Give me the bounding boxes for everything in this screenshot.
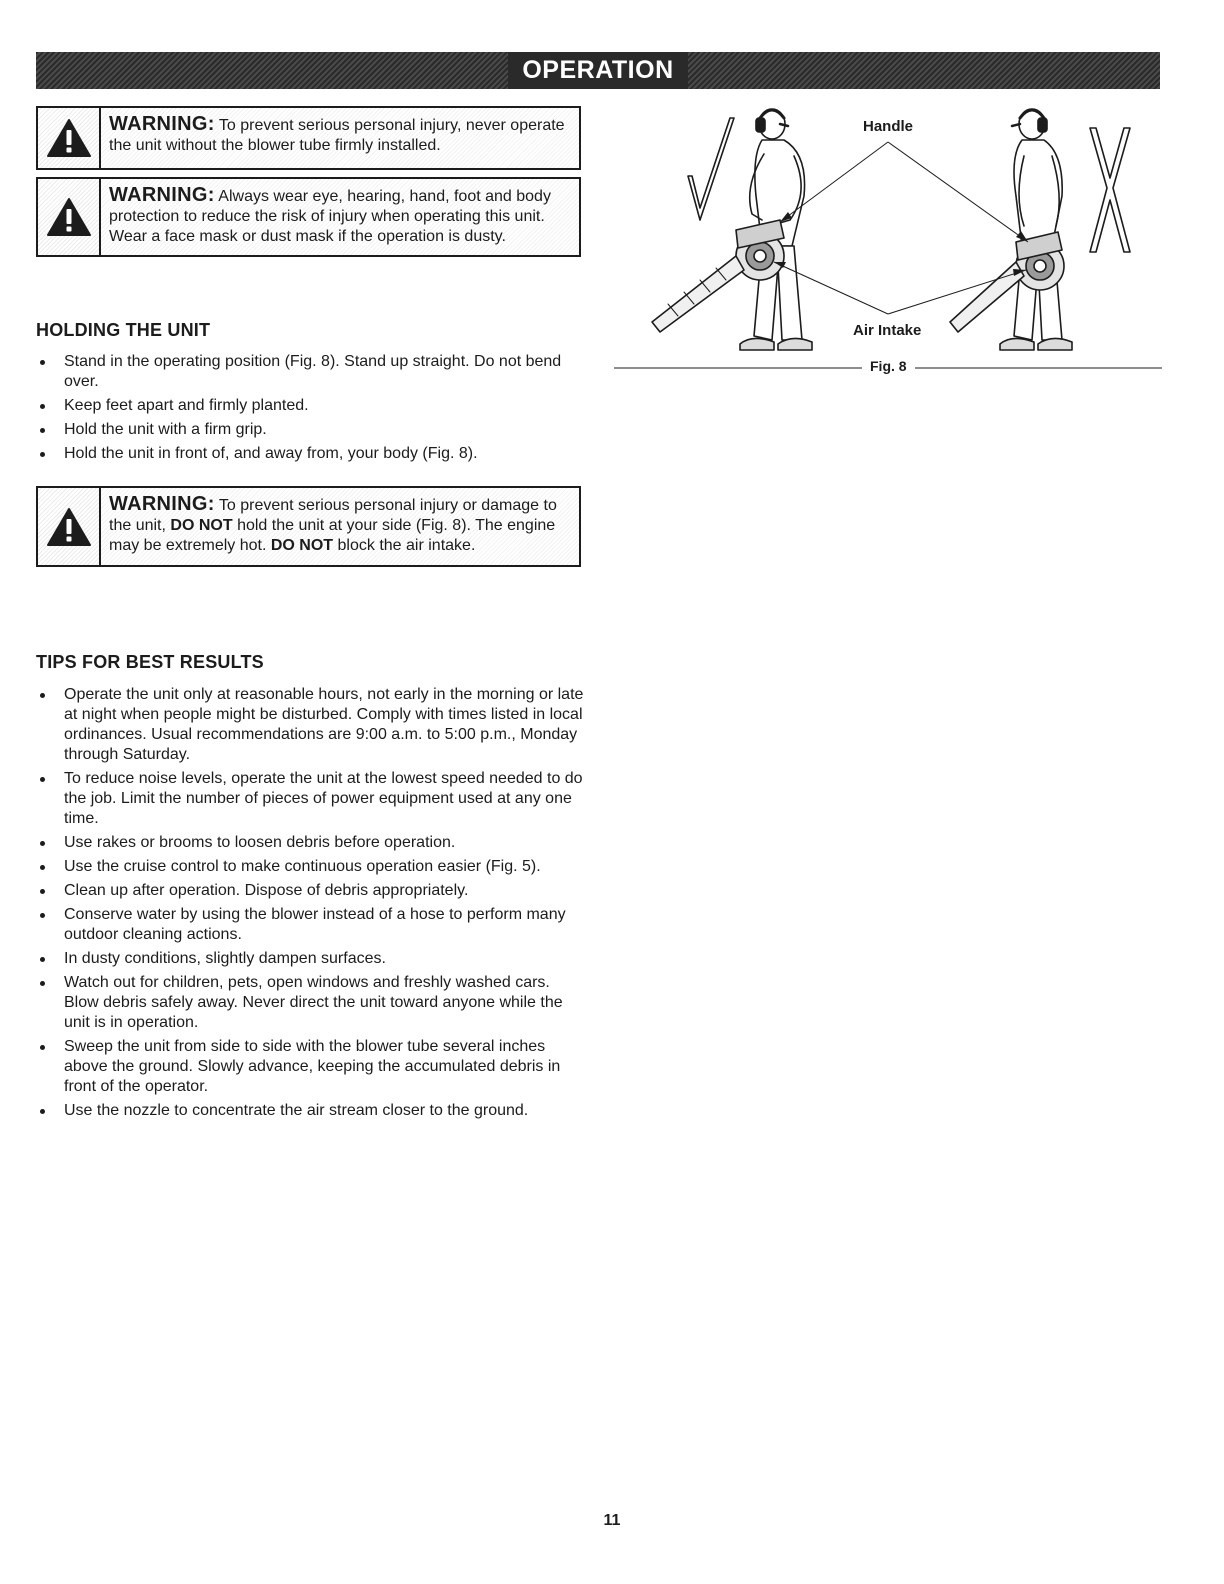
page-number: 11: [603, 1512, 621, 1529]
holding-list: [36, 352, 584, 468]
operating-position-illustration: [612, 96, 1164, 386]
operator-correct-figure: [652, 109, 812, 350]
warning-label: WARNING:: [109, 184, 215, 206]
warning-message: Always wear eye, hearing, hand, foot and body protection to reduce the risk of injury when operating this unit. Wear a face mask or dust mask if the operation is dusty.: [109, 188, 551, 245]
warning-box-blower-tube: [36, 106, 581, 170]
emphasis-do-not: DO NOT: [270, 537, 334, 554]
list-item: Operate the unit only at reasonable hours, not early in the morning or late at night when people might be disturbed. Comply with times listed in local ordinances. Usual recommendations are 9:00 a.m. to 5:00 p.m., Monday through Saturday.: [36, 685, 584, 765]
figure-caption: Fig. 8: [862, 358, 915, 374]
heading-tips-for-best-results: TIPS FOR BEST RESULTS: [36, 652, 264, 672]
warning-box-hold-position: [36, 486, 581, 567]
warning-box-protection: [36, 177, 581, 257]
warning-message-part: block the air intake.: [337, 537, 476, 554]
warning-message-part: hold the unit at your side (Fig. 8). The engine may be extremely hot.: [109, 517, 556, 554]
list-item: Sweep the unit from side to side with the blower tube several inches above the ground. Slowly advance, keeping the accumulated debris in front of the operator.: [36, 1037, 584, 1097]
list-item: Stand in the operating position (Fig. 8). Stand up straight. Do not bend over.: [36, 352, 584, 392]
checkmark-icon: [688, 118, 734, 220]
warning-message-part: To prevent serious personal injury or damage to the unit,: [109, 497, 557, 534]
figure-8: [612, 96, 1164, 386]
warning-triangle-icon: [46, 118, 92, 158]
list-item: Hold the unit with a firm grip.: [36, 420, 584, 440]
list-item: Keep feet apart and firmly planted.: [36, 396, 584, 416]
label-handle: Handle: [860, 118, 916, 135]
list-item: Watch out for children, pets, open windows and freshly washed cars. Blow debris safely away. Never direct the unit toward anyone while the unit is in operation.: [36, 973, 584, 1033]
warning-triangle-icon: [46, 507, 92, 547]
section-title: OPERATION: [508, 52, 687, 89]
tips-list: [36, 685, 584, 1125]
section-banner: [36, 52, 1160, 89]
list-item: Use the cruise control to make continuous operation easier (Fig. 5).: [36, 857, 584, 877]
list-item: Conserve water by using the blower instead of a hose to perform many outdoor cleaning actions.: [36, 905, 584, 945]
emphasis-do-not: DO NOT: [170, 517, 233, 534]
label-air-intake: Air Intake: [850, 322, 924, 339]
warning-label: WARNING:: [109, 493, 215, 515]
list-item: To reduce noise levels, operate the unit at the lowest speed needed to do the job. Limit the number of pieces of power equipment used at any one time.: [36, 769, 584, 829]
warning-triangle-icon: [46, 197, 92, 237]
x-mark-icon: [1090, 128, 1130, 252]
warning-message: To prevent serious personal injury, never operate the unit without the blower tube firmly installed.: [109, 117, 565, 154]
list-item: In dusty conditions, slightly dampen surfaces.: [36, 949, 584, 969]
list-item: Hold the unit in front of, and away from, your body (Fig. 8).: [36, 444, 584, 464]
list-item: Use the nozzle to concentrate the air stream closer to the ground.: [36, 1101, 584, 1121]
heading-holding-the-unit: HOLDING THE UNIT: [36, 320, 211, 340]
warning-text: [101, 179, 579, 255]
list-item: Clean up after operation. Dispose of debris appropriately.: [36, 881, 584, 901]
warning-label: WARNING:: [109, 113, 215, 135]
warning-text: [101, 488, 579, 565]
warning-text: [101, 108, 579, 168]
list-item: Use rakes or brooms to loosen debris before operation.: [36, 833, 584, 853]
